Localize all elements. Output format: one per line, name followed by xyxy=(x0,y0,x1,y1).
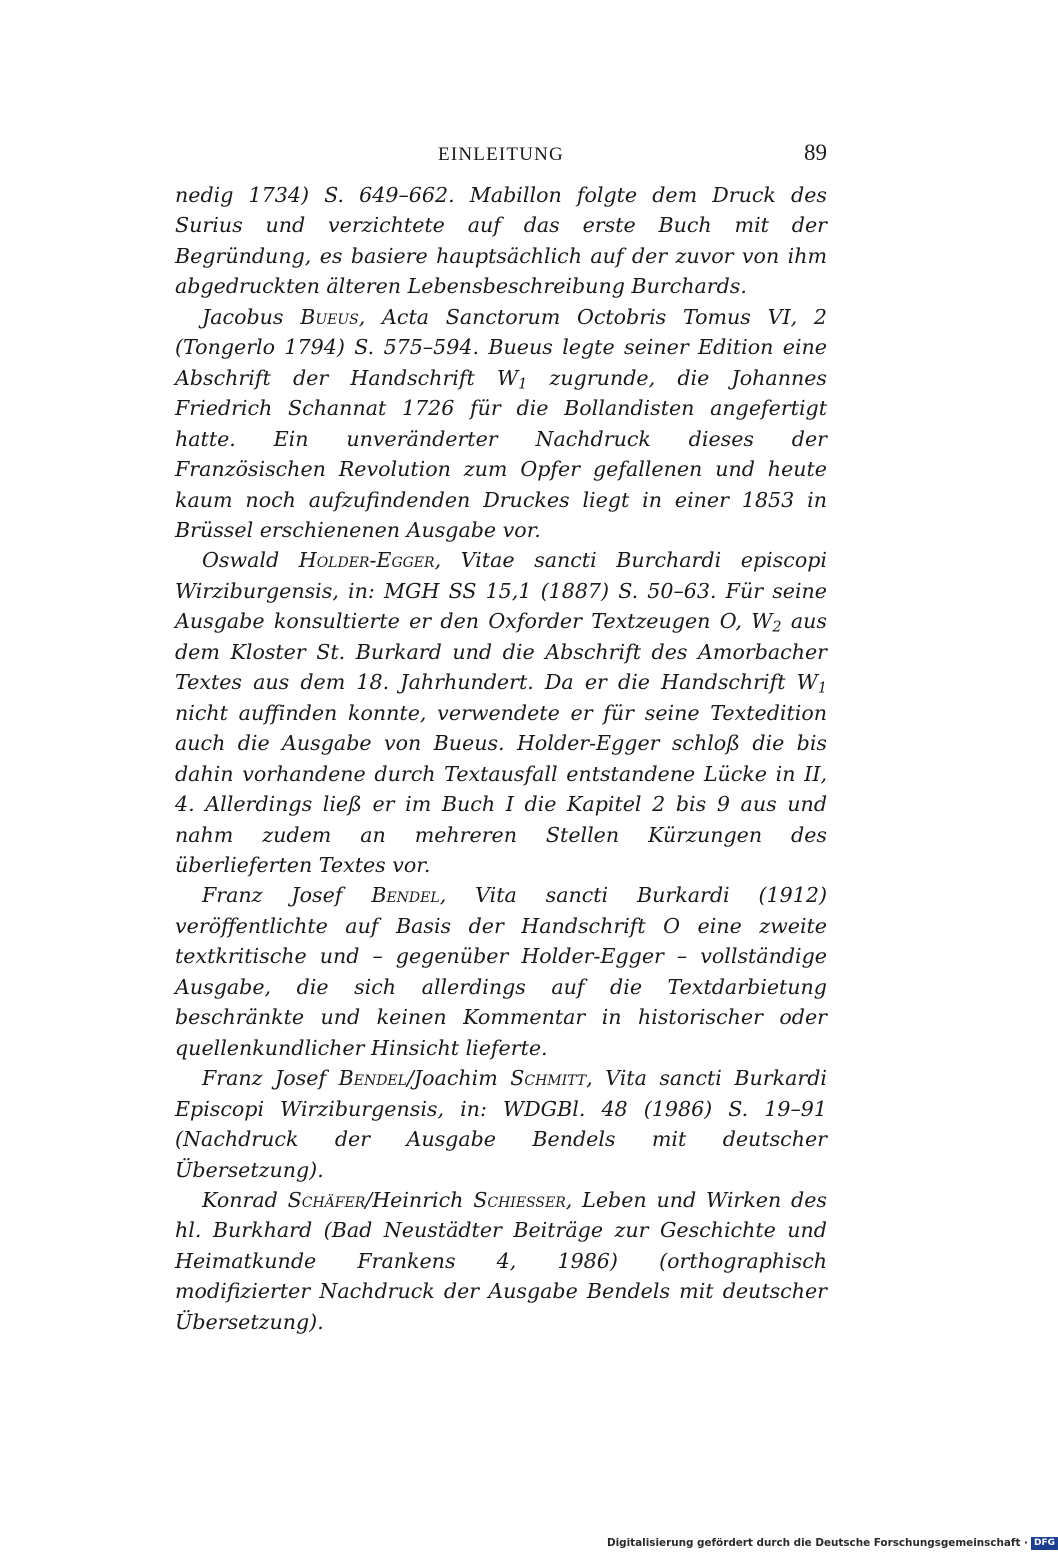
author-name: Schäfer xyxy=(287,1187,366,1212)
paragraph-1 xyxy=(175,180,827,302)
text-run: Oswald xyxy=(202,548,299,573)
text-run: Konrad xyxy=(202,1187,288,1212)
page-header xyxy=(175,140,827,170)
text-run: /Heinrich xyxy=(365,1187,474,1212)
author-name: Schmitt xyxy=(510,1066,587,1091)
digitization-credit xyxy=(607,1535,1055,1551)
text-run: , Vita sancti Burkardi Episcopi Wirziburgensis, in: WDGBl. 48 (1986) S. 19–91 (Nachdruck der Ausgabe Bendels mit deutscher Übersetzung). xyxy=(175,1066,828,1182)
dfg-logo: DFG xyxy=(1031,1537,1058,1550)
subscript: 2 xyxy=(772,619,782,636)
text-run: /Joachim xyxy=(406,1066,511,1091)
text-run: , Acta Sanctorum Octobris Tomus VI, 2 (Tongerlo 1794) S. 575–594. Bueus legte seiner Edition eine Abschrift der Handschrift W xyxy=(175,304,827,390)
text-run: zugrunde, die Johannes Friedrich Schannat 1726 für die Bollandisten angefertigt hatte. Ein unveränderter Nachdruck dieses der Französischen Revolution zum Opfer gefallenen und heute kaum noch aufzufindenden Druckes liegt in einer 1853 in Brüssel erschienenen Ausgabe vor. xyxy=(175,365,827,542)
credit-text: Digitalisierung gefördert durch die Deutsche Forschungsgemeinschaft · xyxy=(607,1537,1028,1549)
text-run: , Leben und Wirken des hl. Burkhard (Bad Neustädter Beiträge zur Geschichte und Heimatkunde Frankens 4, 1986) (orthographisch modifizierter Nachdruck der Ausgabe Bendels mit deutscher Übersetzung). xyxy=(175,1187,827,1334)
author-name: Bueus xyxy=(300,304,359,329)
subscript: 1 xyxy=(518,376,528,393)
running-title: EINLEITUNG xyxy=(438,144,564,165)
text-run: Franz Josef xyxy=(202,883,372,908)
text-run: Jacobus xyxy=(202,304,301,329)
paragraph-4 xyxy=(175,880,827,1063)
text-run: aus dem Kloster St. Burkard und die Abschrift des Amorbacher Textes aus dem 18. Jahrhundert. Da er die Handschrift W xyxy=(175,609,827,695)
text-run: nicht auffinden konnte, verwendete er für seine Textedition auch die Ausgabe von Bueus. Holder-Egger schloß die bis dahin vorhandene durch Textausfall entstandene Lücke in II, 4. Allerdings ließ er im Buch I die Kapitel 2 bis 9 aus und nahm zudem an mehreren Stellen Kürzungen des überlieferten Textes vor. xyxy=(175,700,827,877)
paragraph-3 xyxy=(175,545,827,880)
text-run: , Vita sancti Burkardi (1912) veröffentlichte auf Basis der Handschrift O eine zweite textkritische und – gegenüber Holder-Egger – vollständige Ausgabe, die sich allerdings auf die Textdarbietung beschränkte und keinen Kommentar in historischer oder quellenkundlicher Hinsicht lieferte. xyxy=(175,883,827,1060)
paragraph-6 xyxy=(175,1185,827,1337)
text-run: , Vitae sancti Burchardi episcopi Wirziburgensis, in: MGH SS 15,1 (1887) S. 50–63. Für seine Ausgabe konsultierte er den Oxforder Textzeugen O, W xyxy=(175,548,827,634)
author-name: Schiesser xyxy=(473,1187,566,1212)
paragraph-5 xyxy=(175,1063,827,1185)
text-run: Franz Josef xyxy=(202,1066,339,1091)
paragraph-2 xyxy=(175,302,827,546)
text-run: nedig 1734) S. 649–662. Mabillon folgte dem Druck des Surius und verzichtete auf das erste Buch mit der Begründung, es basiere hauptsächlich auf der zuvor von ihm abgedruckten älteren Lebensbeschreibung Burchards. xyxy=(175,183,827,299)
subscript: 1 xyxy=(817,680,827,697)
page-number: 89 xyxy=(804,140,827,165)
author-name: Holder-Egger xyxy=(298,548,435,573)
body-text xyxy=(175,180,827,1337)
author-name: Bendel xyxy=(338,1066,407,1091)
author-name: Bendel xyxy=(371,883,440,908)
